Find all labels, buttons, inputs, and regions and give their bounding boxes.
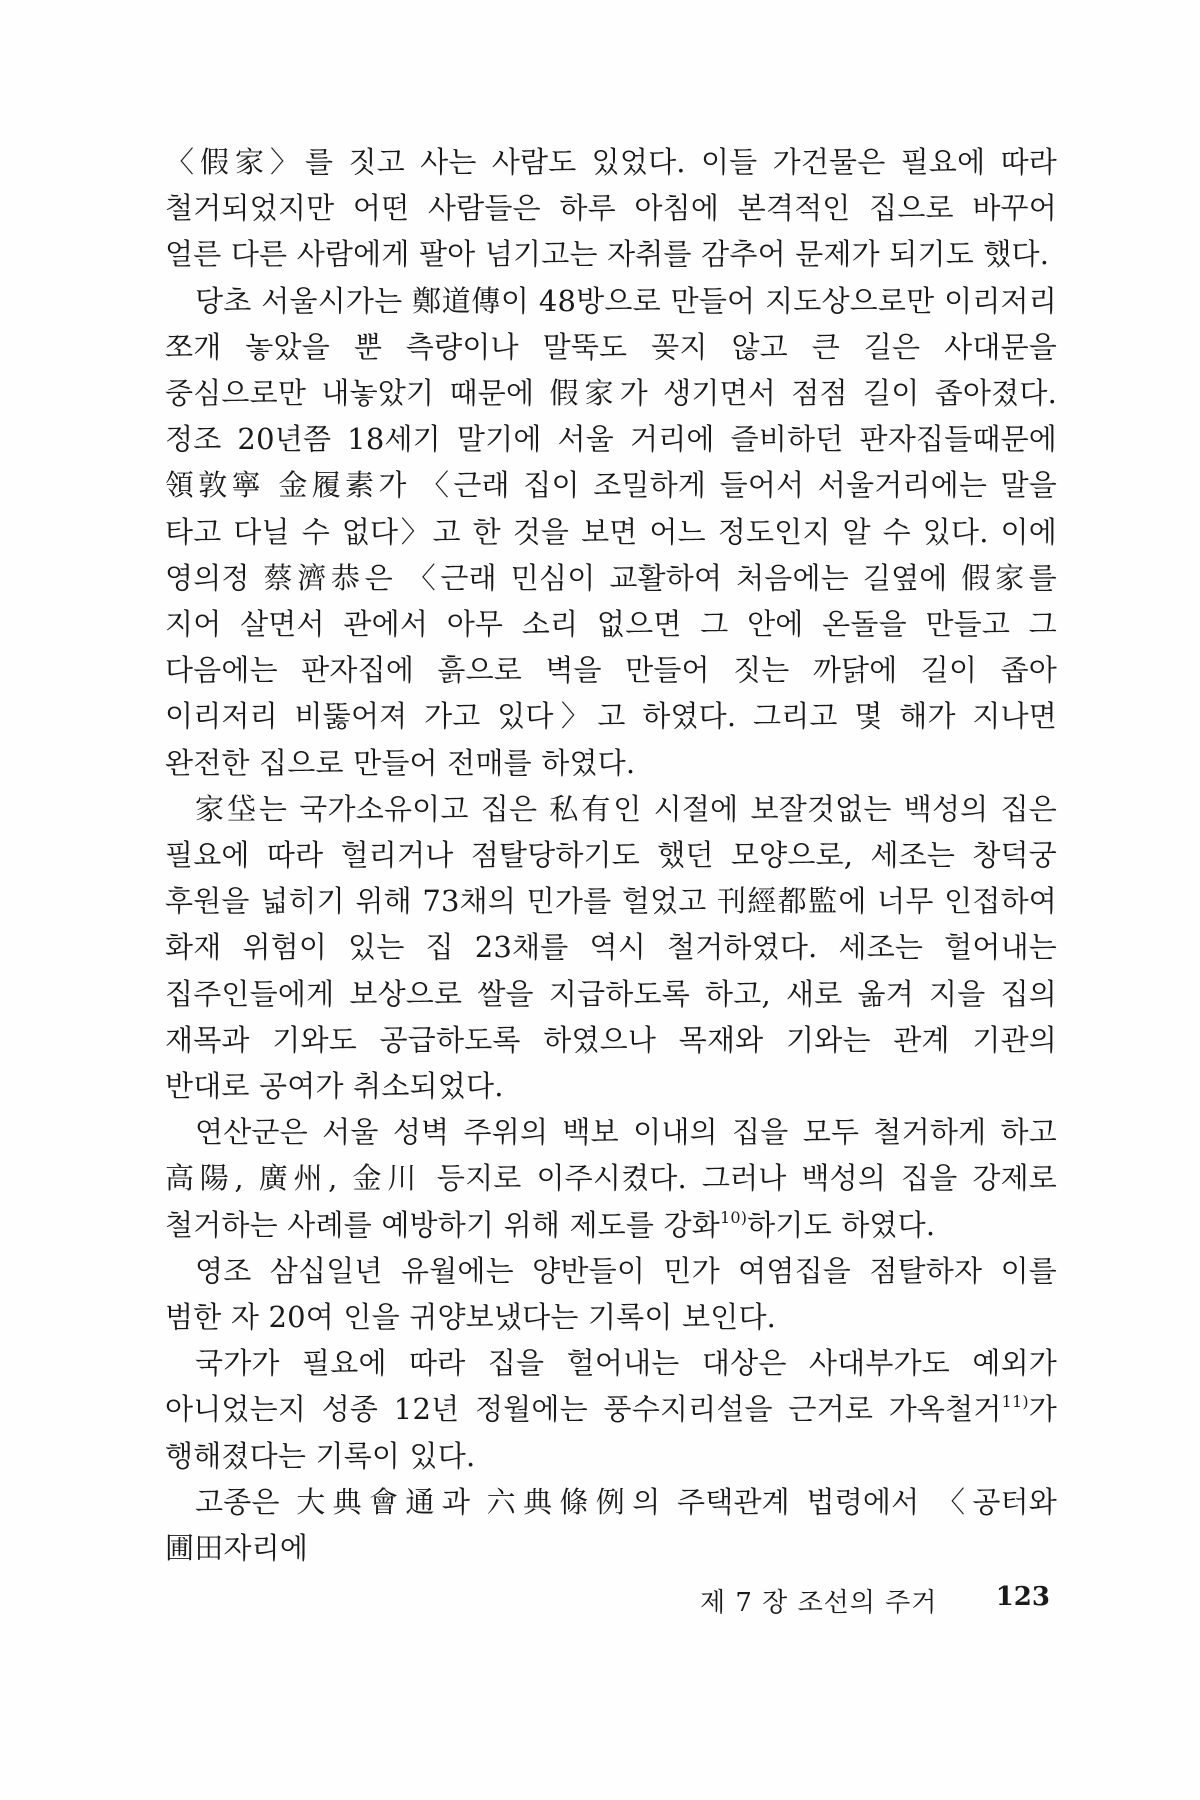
chapter-title: 제 7 장 조선의 주거 xyxy=(700,1588,938,1618)
paragraph xyxy=(165,1340,1057,1479)
paragraph-text: 家垈는 국가소유이고 집은 私有인 시절에 보잘것없는 백성의 집은 필요에 따라 헐리거나 점탈당하기도 했던 모양으로, 세조는 창덕궁 후원을 넓히기 위해 73채의 민가를 헐었고 刊經都監에 너무 인접하여 화재 위험이 있는 집 23채를 역시 철거하였다. 세조는 헐어내는 집주인들에게 보상으로 쌀을 지급하도록 하고, 새로 옮겨 지을 집의 재목과 기와도 공급하도록 하였으나 목재와 기와는 관계 기관의 반대로 공여가 취소되었다. xyxy=(165,791,1057,1104)
paragraph-text: 영조 삼십일년 유월에는 양반들이 민가 여염집을 점탈하자 이를 범한 자 20여 인을 귀양보냈다는 기록이 보인다. xyxy=(165,1253,1057,1335)
paragraph-text: 〈假家〉를 짓고 사는 사람도 있었다. 이들 가건물은 필요에 따라 철거되었지만 어떤 사람들은 하루 아침에 본격적인 집으로 바꾸어 얼른 다른 사람에게 팔아 넘기고는 자취를 감추어 문제가 되기도 했다. xyxy=(165,145,1057,272)
paragraph xyxy=(165,139,1057,278)
footnote-marker: 11) xyxy=(1001,1392,1029,1412)
paragraph xyxy=(165,786,1057,1109)
paragraph xyxy=(165,1479,1057,1571)
page-number: 123 xyxy=(995,1582,1050,1612)
paragraph-text: 당초 서울시가는 鄭道傳이 48방으로 만들어 지도상으로만 이리저리 쪼개 놓았을 뿐 측량이나 말뚝도 꽂지 않고 큰 길은 사대문을 중심으로만 내놓았기 때문에 假家가 생기면서 점점 길이 좁아졌다. 정조 20년쯤 18세기 말기에 서울 거리에 즐비하던 판자집들때문에 領敦寧 金履素가 〈근래 집이 조밀하게 들어서 서울거리에는 말을 타고 다닐 수 없다〉고 한 것을 보면 어느 정도인지 알 수 있다. 이에 영의정 蔡濟恭은 〈근래 민심이 교활하여 처음에는 길옆에 假家를 지어 살면서 관에서 아무 소리 없으면 그 안에 온돌을 만들고 그 다음에는 판자집에 흙으로 벽을 만들어 짓는 까닭에 길이 좁아 이리저리 비뚫어져 가고 있다〉고 하였다. 그리고 몇 해가 지나면 완전한 집으로 만들어 전매를 하였다. xyxy=(165,283,1057,780)
paragraph-text: 고종은 大典會通과 六典條例의 주택관계 법령에서 〈공터와 圃田자리에 xyxy=(165,1484,1057,1566)
paragraph xyxy=(165,1248,1057,1340)
paragraph-text: 연산군은 서울 성벽 주위의 백보 이내의 집을 모두 철거하게 하고 高陽, 廣州, 金川 등지로 이주시켰다. 그러나 백성의 집을 강제로 철거하는 사례를 예방하기 위해 제도를 강화 xyxy=(165,1115,1057,1242)
paragraph-text: 국가가 필요에 따라 집을 헐어내는 대상은 사대부가도 예외가 아니었는지 성종 12년 정월에는 풍수지리설을 근거로 가옥철거 xyxy=(165,1346,1057,1427)
paragraph-text: 하기도 하였다. xyxy=(747,1207,936,1242)
body-text xyxy=(165,139,1057,1571)
footnote-marker: 10) xyxy=(719,1207,748,1227)
page-footer xyxy=(700,1582,1060,1622)
paragraph-text: 가 행해졌다는 기록이 있다. xyxy=(165,1392,1057,1473)
paragraph xyxy=(165,278,1057,786)
paragraph xyxy=(165,1109,1057,1248)
